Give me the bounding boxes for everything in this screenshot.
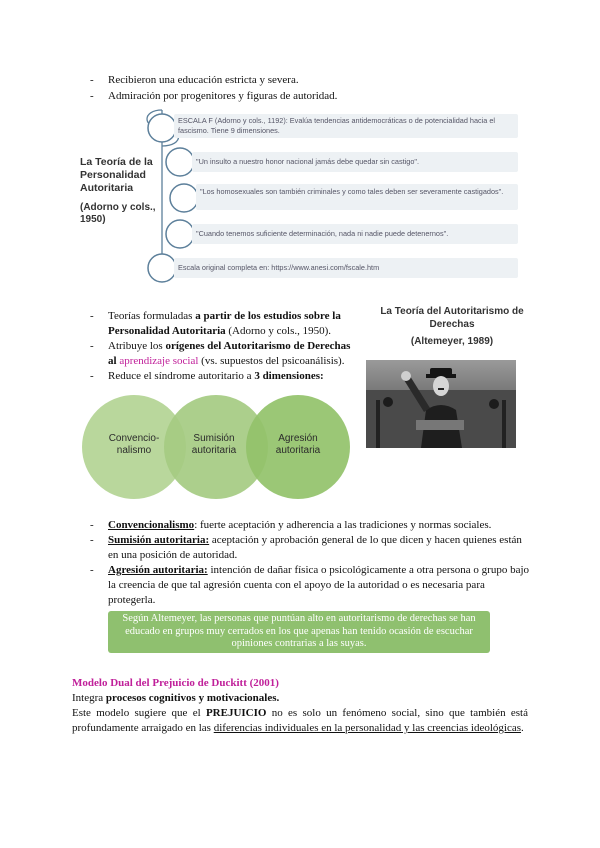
- personality-theory-diagram: [80, 106, 520, 288]
- duckitt-section: [72, 676, 528, 736]
- diagram-box: "Un insulto a nuestro honor nacional jamás debe quedar sin castigo".: [192, 152, 518, 172]
- bullet-dash: -: [90, 74, 94, 86]
- dictator-photo: [366, 360, 516, 448]
- venn-diagram: [82, 395, 342, 499]
- bullet-text: Atribuye los orígenes del Autoritarismo de Derechas al aprendizaje social (vs. supuestos del psicoanálisis).: [108, 340, 351, 367]
- venn-label: Convencio-nalismo: [108, 433, 160, 456]
- bullet-text: Convencionalismo: fuerte aceptación y adherencia a las tradiciones y normas sociales.: [108, 519, 492, 531]
- venn-label: Agresión autoritaria: [275, 433, 321, 456]
- bullet-text: Sumisión autoritaria: aceptación y aprobación general de lo que dicen y hacen quienes están en una posición de autoridad.: [108, 534, 522, 561]
- bullet-dash: -: [90, 519, 94, 531]
- list-item: [90, 533, 530, 563]
- section-heading: Modelo Dual del Prejuicio de Duckitt (2001): [72, 677, 279, 689]
- list-item: [90, 563, 530, 608]
- section-line: Integra procesos cognitivos y motivacionales.: [72, 692, 280, 704]
- section-paragraph: Este modelo sugiere que el PREJUICIO no es solo un fenómeno social, sino que también está profundamente arraigado en las diferencias individuales en la personalidad y las creencias ideológicas.: [72, 707, 528, 734]
- bullet-text: Agresión autoritaria: intención de dañar física o psicológicamente a otra persona o grupo bajo la creencia de que tal agresión cuenta con el apoyo de la autoridad o es necesaria para protegerla.: [108, 564, 530, 606]
- bullet-text: Reduce el síndrome autoritario a 3 dimensiones:: [108, 370, 324, 382]
- bullet-text: Teorías formuladas a partir de los estudios sobre la Personalidad Autoritaria (Adorno y cols., 1950).: [108, 310, 341, 337]
- figure-title: La Teoría del Autoritarismo de Derechas (Altemeyer, 1989): [380, 306, 524, 347]
- diagram-box: "Los homosexuales son también criminales y como tales deben ser severamente castigados".: [196, 184, 518, 210]
- list-item: [90, 73, 530, 88]
- bullet-dash: -: [90, 90, 94, 102]
- venn-label: Sumisión autoritaria: [191, 433, 237, 456]
- list-item: [90, 309, 360, 339]
- bullet-dash: -: [90, 340, 94, 352]
- diagram-box: "Cuando tenemos suficiente determinación, nada ni nadie puede detenernos".: [192, 224, 518, 244]
- bullet-dash: -: [90, 370, 94, 382]
- bullet-dash: -: [90, 310, 94, 322]
- list-item: [90, 339, 360, 369]
- bullet-dash: -: [90, 534, 94, 546]
- diagram-box: Escala original completa en: https://www.anesi.com/fscale.htm: [174, 258, 518, 278]
- photo-illustration: [366, 360, 516, 448]
- list-item: [90, 518, 530, 533]
- quote-box: Según Altemeyer, las personas que puntúan alto en autoritarismo de derechas se han educado en grupos muy cerrados en los que apenas han tenido ocasión de escuchar opiniones contrarias a las suyas.: [108, 611, 490, 653]
- diagram-title: La Teoría de la Personalidad Autoritaria: [80, 156, 153, 194]
- bullet-text: Admiración por progenitores y figuras de autoridad.: [108, 90, 338, 102]
- bullet-dash: -: [90, 564, 94, 576]
- bullet-text: Recibieron una educación estricta y severa.: [108, 74, 299, 86]
- list-item: [90, 369, 360, 384]
- list-item: [90, 89, 530, 104]
- diagram-subtitle: (Adorno y cols., 1950): [80, 202, 156, 225]
- diagram-box: ESCALA F (Adorno y cols., 1192): Evalúa tendencias antidemocráticas o de potencialidad hacia el fascismo. Tiene 9 dimensiones.: [174, 114, 518, 138]
